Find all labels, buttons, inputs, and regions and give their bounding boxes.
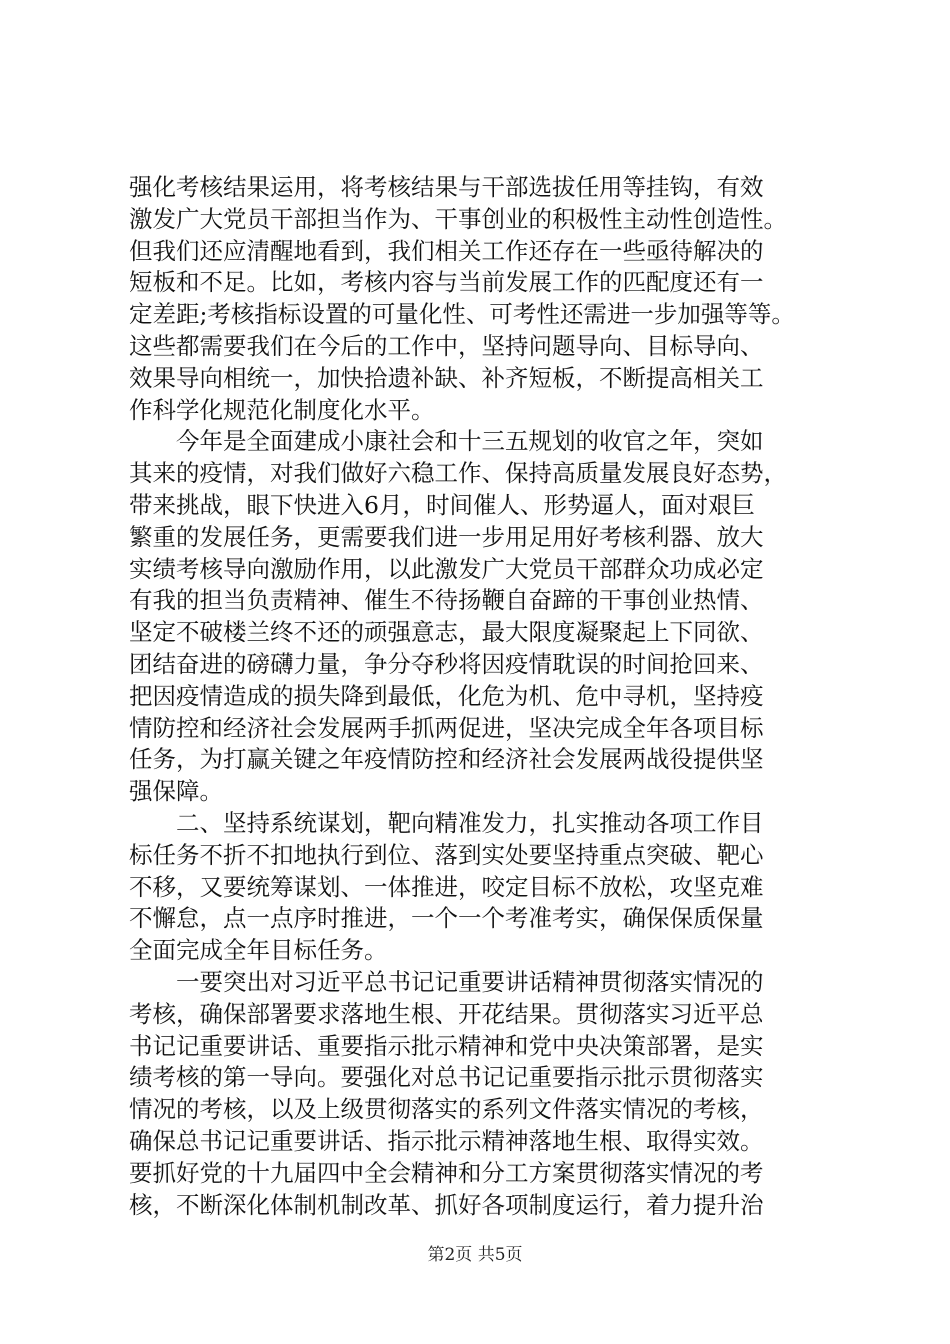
page-number-footer: 第2页 共5页 (427, 1245, 523, 1265)
text-line: 带来挑战，眼下快进入6月，时间催人、形势逼人，面对艰巨 (129, 490, 755, 519)
text-line: 书记记重要讲话、重要指示批示精神和党中央决策部署，是实 (129, 1031, 764, 1060)
text-line: 坚定不破楼兰终不还的顽强意志，最大限度凝聚起上下同欲、 (129, 618, 764, 647)
text-line: 情防控和经济社会发展两手抓两促进，坚决完成全年各项目标 (129, 713, 764, 742)
paragraph-1 (129, 172, 829, 426)
text-line: 强化考核结果运用，将考核结果与干部选拔任用等挂钩，有效 (129, 173, 764, 201)
text-line: 定差距;考核指标设置的可量化性、可考性还需进一步加强等等。 (129, 300, 795, 329)
text-line: 有我的担当负责精神、催生不待扬鞭自奋蹄的干事创业热情、 (129, 586, 764, 615)
paragraph-3 (129, 808, 829, 967)
text-line: 全面完成全年目标任务。 (129, 936, 388, 965)
text-line: 但我们还应清醒地看到，我们相关工作还存在一些亟待解决的 (129, 236, 764, 265)
text-line: 情况的考核，以及上级贯彻落实的系列文件落实情况的考核， (129, 1095, 764, 1124)
text-line: 其来的疫情，对我们做好六稳工作、保持高质量发展良好态势， (129, 459, 787, 488)
document-body (129, 172, 829, 1221)
text-line: 考核，确保部署要求落地生根、开花结果。贯彻落实习近平总 (129, 999, 764, 1028)
text-line: 绩考核的第一导向。要强化对总书记记重要指示批示贯彻落实 (129, 1063, 764, 1092)
text-line: 今年是全面建成小康社会和十三五规划的收官之年，突如 (129, 427, 764, 456)
text-line: 强保障。 (129, 777, 223, 806)
paragraph-4 (129, 967, 829, 1221)
text-line: 团结奋进的磅礴力量，争分夺秒将因疫情耽误的时间抢回来、 (129, 649, 764, 678)
text-line: 任务，为打赢关键之年疫情防控和经济社会发展两战役提供坚 (129, 745, 764, 774)
text-line: 激发广大党员干部担当作为、干事创业的积极性主动性创造性。 (129, 204, 787, 233)
text-line: 这些都需要我们在今后的工作中，坚持问题导向、目标导向、 (129, 331, 764, 360)
text-line: 把因疫情造成的损失降到最低，化危为机、危中寻机，坚持疫 (129, 681, 764, 710)
text-line: 要抓好党的十九届四中全会精神和分工方案贯彻落实情况的考 (129, 1158, 764, 1187)
text-line: 核，不断深化体制机制改革、抓好各项制度运行，着力提升治 (129, 1190, 764, 1219)
text-line: 标任务不折不扣地执行到位、落到实处要坚持重点突破、靶心 (129, 840, 764, 869)
text-line: 一要突出对习近平总书记记重要讲话精神贯彻落实情况的 (129, 967, 764, 996)
text-line: 效果导向相统一，加快拾遗补缺、补齐短板，不断提高相关工 (129, 363, 764, 392)
text-line: 不懈怠，点一点序时推进，一个一个考准考实，确保保质保量 (129, 904, 764, 933)
text-line: 确保总书记记重要讲话、指示批示精神落地生根、取得实效。 (129, 1126, 764, 1155)
text-line: 短板和不足。比如，考核内容与当前发展工作的匹配度还有一 (129, 268, 764, 297)
text-line: 不移，又要统筹谋划、一体推进，咬定目标不放松，攻坚克难 (129, 872, 764, 901)
paragraph-2 (129, 426, 829, 808)
text-line: 二、坚持系统谋划，靶向精准发力，扎实推动各项工作目 (129, 808, 764, 837)
text-line: 作科学化规范化制度化水平。 (129, 395, 435, 424)
text-line: 繁重的发展任务，更需要我们进一步用足用好考核利器、放大 (129, 522, 764, 551)
text-line: 实绩考核导向激励作用，以此激发广大党员干部群众功成必定 (129, 554, 764, 583)
